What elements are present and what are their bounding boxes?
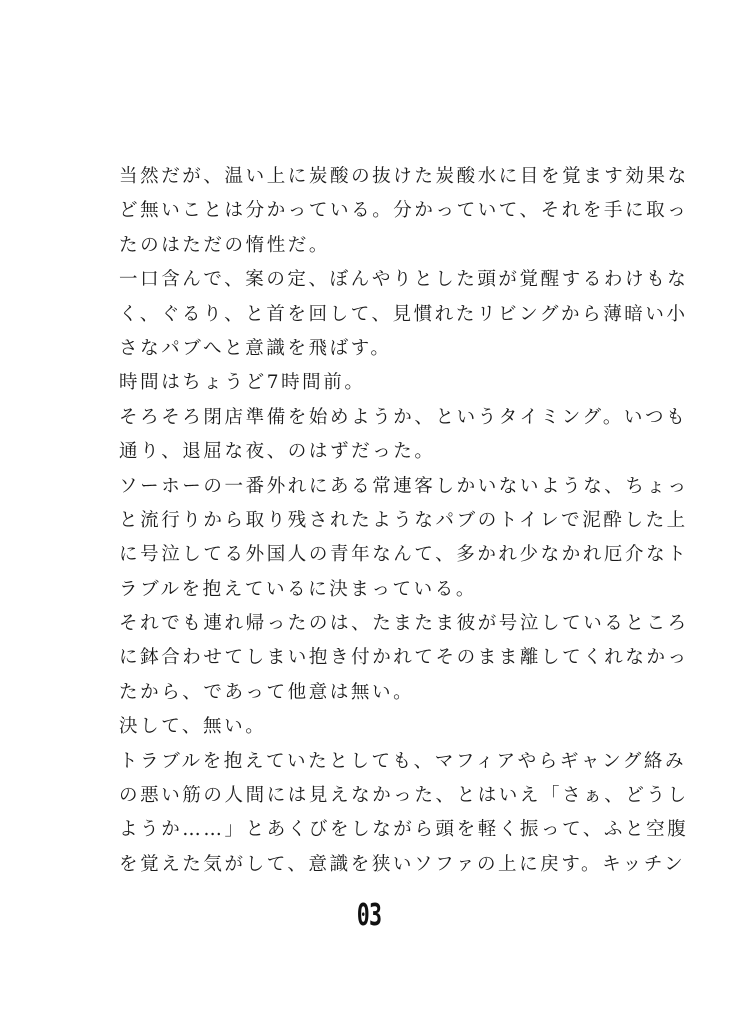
text-line: たのはただの惰性だ。 bbox=[119, 234, 331, 256]
body-text bbox=[119, 160, 689, 882]
text-line: 当然だが、温い上に炭酸の抜けた炭酸水に目を覚ます効果な bbox=[119, 166, 689, 187]
text-line: と流行りから取り残されたようなパブのトイレで泥酔した上 bbox=[119, 509, 688, 531]
text-line: さなパブへと意識を飛ばす。 bbox=[119, 337, 392, 359]
text-line: に鉢合わせてしまい抱き付かれてそのまま離してくれなかっ bbox=[119, 647, 689, 669]
text-line: の悪い筋の人間には見えなかった、とはいえ「さぁ、どうし bbox=[119, 785, 689, 807]
text-line: トラブルを抱えていたとしても、マフィアやらギャング絡み bbox=[119, 750, 687, 772]
page-number: 03 bbox=[356, 898, 382, 933]
text-line: に号泣してる外国人の青年なんて、多かれ少なかれ厄介なト bbox=[119, 544, 689, 566]
text-line: ソーホーの一番外れにある常連客しかいないような、ちょっ bbox=[119, 475, 689, 497]
text-line: 時間はちょうど7時間前。 bbox=[119, 372, 366, 394]
text-line: 一口含んで、案の定、ぼんやりとした頭が覚醒するわけもな bbox=[119, 269, 689, 291]
text-line: を覚えた気がして、意識を狭いソファの上に戻す。キッチン bbox=[119, 853, 686, 875]
text-line: そろそろ閉店準備を始めようか、というタイミング。いつも bbox=[119, 406, 688, 428]
text-line: く、ぐるり、と首を回して、見慣れたリビングから薄暗い小 bbox=[119, 303, 688, 325]
text-line: 通り、退屈な夜、のはずだった。 bbox=[119, 441, 436, 463]
text-line: ラブルを抱えているに決まっている。 bbox=[119, 578, 477, 600]
text-line: それでも連れ帰ったのは、たまたま彼が号泣しているところ bbox=[119, 613, 689, 635]
text-line: ようか……」とあくびをしながら頭を軽く振って、ふと空腹 bbox=[119, 819, 689, 841]
text-line: ど無いことは分かっている。分かっていて、それを手に取っ bbox=[119, 200, 689, 222]
text-line: 決して、無い。 bbox=[119, 716, 267, 738]
text-line: たから、であって他意は無い。 bbox=[119, 681, 415, 703]
